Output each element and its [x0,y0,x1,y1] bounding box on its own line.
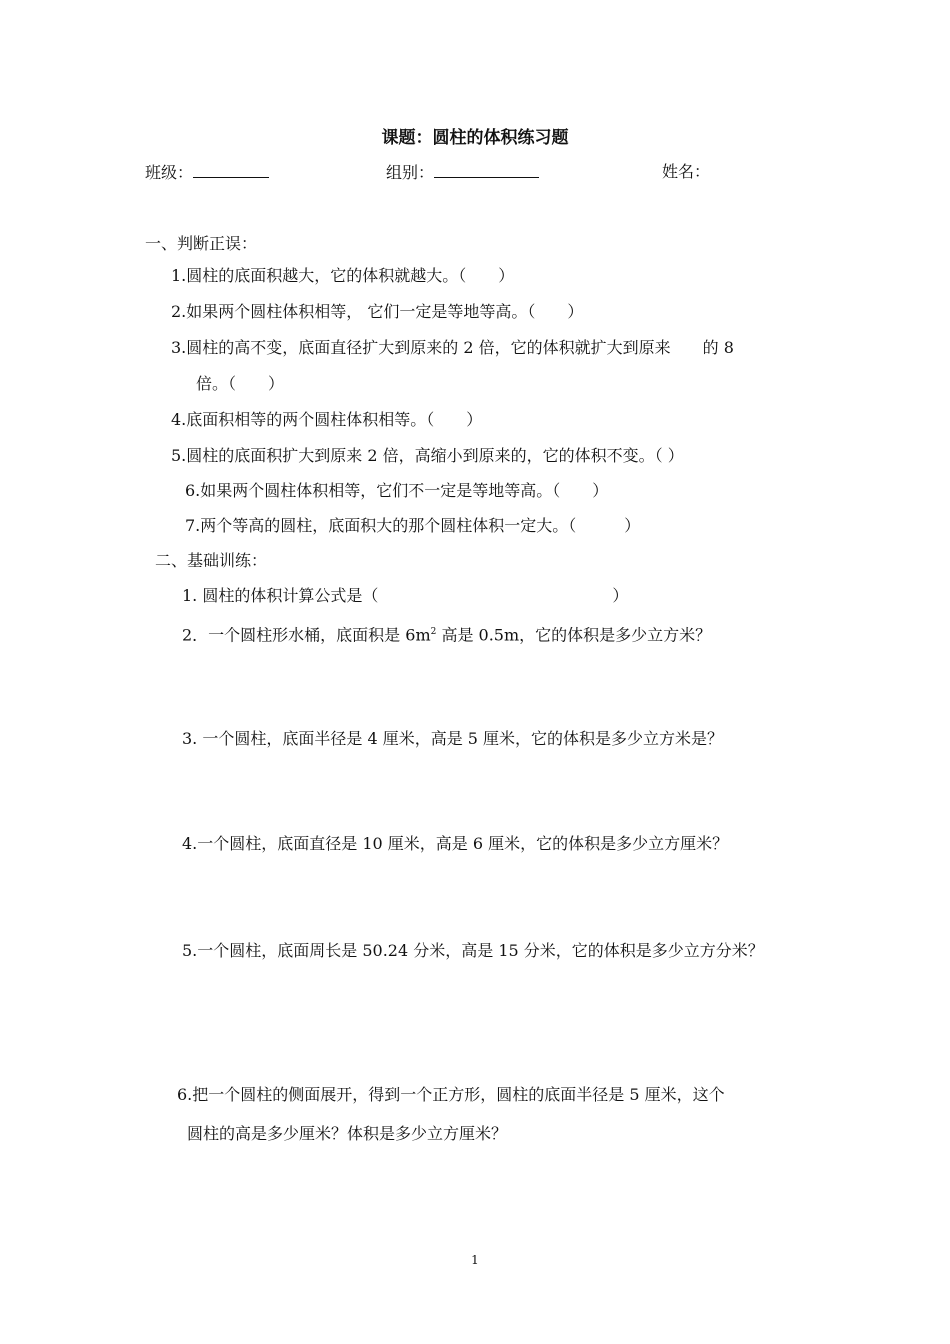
group-label: 组别： [386,163,435,182]
judge-item-2: 2.如果两个圆柱体积相等， 它们一定是等地等高。（ ） [171,302,584,321]
class-label: 班级： [145,163,194,182]
class-blank[interactable] [193,162,269,178]
section1-heading: 一、判断正误： [145,234,258,253]
question-1 [182,586,628,606]
judge-item-1: 1.圆柱的底面积越大，它的体积就越大。（ ） [171,266,515,285]
class-field [145,162,269,183]
question-5: 5.一个圆柱，底面周长是 50.24 分米，高是 15 分米，它的体积是多少立方分米？ [182,941,764,960]
question-1-text: 1. 圆柱的体积计算公式是（ [182,586,379,605]
judge-item-3-cont: 倍。（ ） [196,374,285,393]
name-label: 姓名： [662,162,711,181]
section2-heading: 二、基础训练： [155,551,268,570]
group-field [386,162,539,183]
judge-item-5: 5.圆柱的底面积扩大到原来 2 倍，高缩小到原来的，它的体积不变。（ ） [171,446,684,465]
question-2 [182,622,711,645]
question-4: 4.一个圆柱，底面直径是 10 厘米，高是 6 厘米，它的体积是多少立方厘米？ [182,834,729,853]
question-6-cont: 圆柱的高是多少厘米？体积是多少立方厘米？ [187,1124,508,1143]
judge-item-6: 6.如果两个圆柱体积相等，它们不一定是等地等高。（ ） [185,481,609,500]
question-2-text-rest: 高是 0.5m，它的体积是多少立方米？ [436,625,712,645]
question-2-text: 2．一个圆柱形水桶，底面积是 6m [182,625,431,645]
question-3: 3. 一个圆柱，底面半径是 4 厘米，高是 5 厘米，它的体积是多少立方米是？ [182,729,724,748]
squared-superscript: 2 [430,627,437,637]
judge-item-7: 7.两个等高的圆柱，底面积大的那个圆柱体积一定大。（ ） [185,516,641,535]
question-6: 6.把一个圆柱的侧面展开，得到一个正方形，圆柱的底面半径是 5 厘米，这个 [177,1085,725,1104]
judge-item-4: 4.底面积相等的两个圆柱体积相等。（ ） [171,410,483,429]
question-1-close: ） [612,586,629,605]
page-number: 1 [471,1253,479,1267]
judge-item-3: 3.圆柱的高不变，底面直径扩大到原来的 2 倍，它的体积就扩大到原来 的 8 [171,338,734,357]
page-title: 课题：圆柱的体积练习题 [381,128,569,148]
group-blank[interactable] [434,162,539,178]
